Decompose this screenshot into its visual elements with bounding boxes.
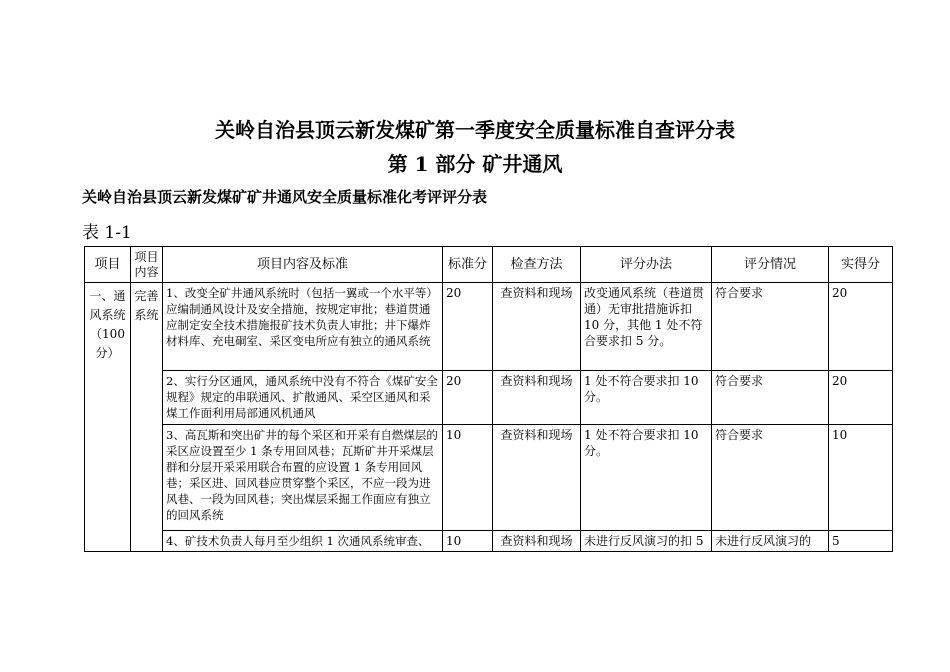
actual-score-cell: 10 [829,425,893,531]
actual-score-cell: 20 [829,371,893,425]
method-cell: 查资料和现场 [493,283,581,371]
method-cell: 查资料和现场 [493,371,581,425]
table-subtitle: 关岭自治县顶云新发煤矿矿井通风安全质量标准化考评评分表 [82,188,488,206]
content-cell: 3、高瓦斯和突出矿井的每个采区和开采有自燃煤层的采区应设置至少 1 条专用回风巷；瓦斯矿井开采煤层群和分层开采采用联合布置的应设置 1 条专用回风巷；采区进、回风巷应贯穿整个采区，不应一段为进风巷、一段为回风巷；突出煤层采掘工作面应有独立的回风系统 [163,425,443,531]
method-cell: 查资料和现场 [493,425,581,531]
table-row [85,371,893,425]
scoring-cell: 1 处不符合要求扣 10 分。 [581,425,712,531]
status-cell: 未进行反风演习的 [712,531,829,552]
scoring-cell: 未进行反风演习的扣 5 [581,531,712,552]
header-actual-score: 实得分 [829,247,893,283]
scoring-cell: 1 处不符合要求扣 10 分。 [581,371,712,425]
content-cell: 4、矿技术负责人每月至少组织 1 次通风系统审查、 [163,531,443,552]
actual-score-cell: 20 [829,283,893,371]
status-cell: 符合要求 [712,425,829,531]
status-cell: 符合要求 [712,371,829,425]
header-check-method: 检查方法 [493,247,581,283]
header-row [85,247,893,283]
table-row [85,425,893,531]
header-item: 项目 [85,247,131,283]
header-scoring-method: 评分办法 [581,247,712,283]
standard-score-cell: 10 [443,425,493,531]
standard-score-cell: 20 [443,283,493,371]
table-row [85,531,893,552]
subcategory-cell: 完善系统 [131,283,163,552]
category-cell: 一、通风系统（100分） [85,283,131,552]
scoring-cell: 改变通风系统（巷道贯通）无审批措施诉扣 10 分，其他 1 处不符合要求扣 5 分。 [581,283,712,371]
content-cell: 2、实行分区通风，通风系统中没有不符合《煤矿安全规程》规定的串联通风、扩散通风、采空区通风和采煤工作面利用局部通风机通风 [163,371,443,425]
part-title: 第 1 部分 矿井通风 [387,152,563,176]
scoring-table [84,246,893,552]
standard-score-cell: 10 [443,531,493,552]
header-item-content: 项目内容 [131,247,163,283]
header-standard-score: 标准分 [443,247,493,283]
table-row [85,283,893,371]
standard-score-cell: 20 [443,371,493,425]
status-cell: 符合要求 [712,283,829,371]
method-cell: 查资料和现场 [493,531,581,552]
content-cell: 1、改变全矿井通风系统时（包括一翼或一个水平等）应编制通风设计及安全措施，按规定审批；巷道贯通应制定安全技术措施报矿技术负责人审批；井下爆炸材料库、充电硐室、采区变电所应有独立的通风系统 [163,283,443,371]
document-title: 关岭自治县顶云新发煤矿第一季度安全质量标准自查评分表 [215,118,735,142]
header-scoring-status: 评分情况 [712,247,829,283]
header-content-standard: 项目内容及标准 [163,247,443,283]
table-label: 表 1-1 [82,223,132,243]
actual-score-cell: 5 [829,531,893,552]
